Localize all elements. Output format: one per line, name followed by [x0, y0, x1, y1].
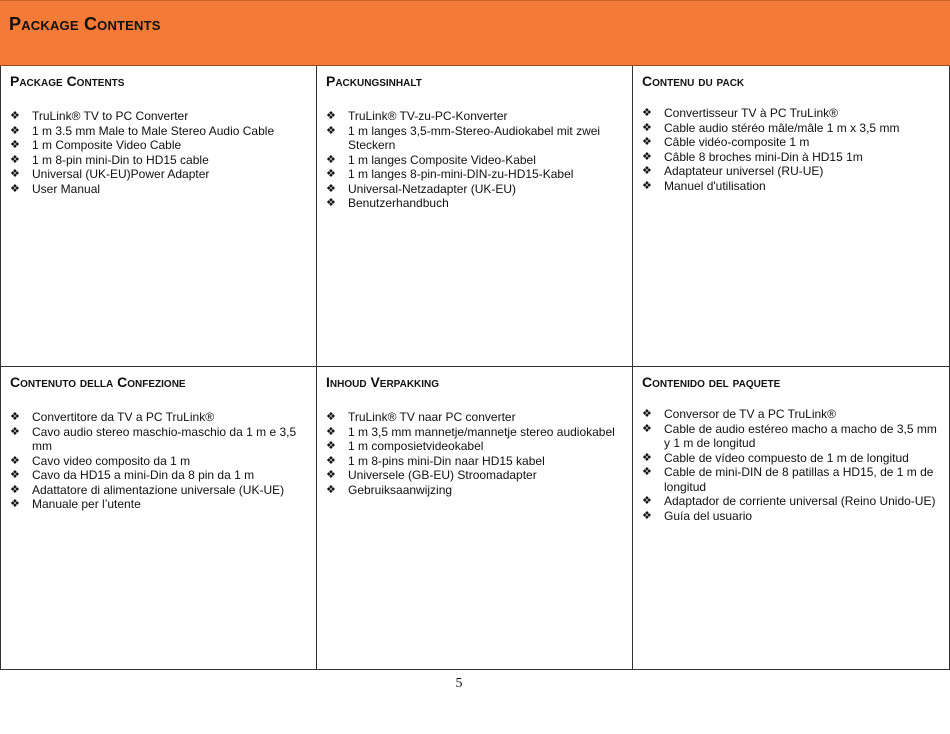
diamond-bullet-icon: ❖: [10, 124, 20, 137]
section-title: Inhoud Verpakking: [326, 374, 440, 390]
list-item: [326, 167, 624, 182]
list-item-text: Adattatore di alimentazione universale (UK-UE): [32, 482, 285, 497]
section-english: [1, 66, 317, 367]
list-item: [10, 153, 308, 168]
list-item: [10, 182, 308, 197]
list-item: [10, 483, 308, 498]
section-italian: [1, 367, 317, 669]
diamond-bullet-icon: ❖: [326, 483, 336, 496]
list-item: [10, 497, 308, 512]
diamond-bullet-icon: ❖: [326, 454, 336, 467]
list-item-text: 1 m langes 3,5-mm-Stereo-Audiokabel mit zwei Steckern: [348, 123, 601, 152]
list-item-text: Câble 8 broches mini-Din à HD15 1m: [664, 149, 863, 164]
list-item-text: TruLink® TV to PC Converter: [32, 109, 189, 123]
list-item-text: Universal-Netzadapter (UK-EU): [348, 181, 517, 196]
list-item-text: 1 m 3,5 mm mannetje/mannetje stereo audiokabel: [348, 424, 615, 439]
diamond-bullet-icon: ❖: [326, 124, 336, 137]
list-item-text: Convertitore da TV a PC TruLink®: [32, 410, 215, 424]
diamond-bullet-icon: ❖: [10, 411, 20, 423]
list-item: [642, 451, 941, 466]
diamond-bullet-icon: ❖: [10, 139, 20, 151]
list-item-text: Adaptador de corriente universal (Reino Unido-UE): [664, 494, 936, 508]
diamond-bullet-icon: ❖: [10, 469, 20, 481]
diamond-bullet-icon: ❖: [642, 408, 652, 420]
section-dutch: [317, 367, 633, 669]
list-item-text: Manuale per l’utente: [32, 497, 141, 511]
diamond-bullet-icon: ❖: [10, 425, 20, 438]
section-spanish: [633, 367, 949, 669]
list-item: [642, 494, 941, 509]
list-item-text: Benutzerhandbuch: [348, 196, 449, 210]
list-item-text: Cable de audio estéreo macho a macho de 3,5 mm y 1 m de longitud: [664, 421, 937, 450]
diamond-bullet-icon: ❖: [642, 121, 652, 134]
list-item-text: Cable de vídeo compuesto de 1 m de longitud: [664, 450, 909, 465]
diamond-bullet-icon: ❖: [326, 153, 336, 166]
diamond-bullet-icon: ❖: [326, 168, 336, 180]
diamond-bullet-icon: ❖: [326, 110, 336, 122]
list-item: [642, 121, 941, 136]
diamond-bullet-icon: ❖: [326, 182, 336, 195]
diamond-bullet-icon: ❖: [642, 451, 652, 464]
list-item-text: 1 m langes 8-pin-mini-DIN-zu-HD15-Kabel: [348, 167, 574, 181]
list-item-text: 1 m composietvideokabel: [348, 439, 484, 453]
diamond-bullet-icon: ❖: [10, 182, 20, 195]
diamond-bullet-icon: ❖: [642, 136, 652, 148]
item-list: [326, 109, 624, 211]
list-item-text: User Manual: [32, 181, 101, 196]
diamond-bullet-icon: ❖: [642, 466, 652, 478]
diamond-bullet-icon: ❖: [326, 440, 336, 452]
list-item-text: Convertisseur TV à PC TruLink®: [664, 106, 839, 120]
list-item: [326, 109, 624, 124]
list-item: [10, 167, 308, 182]
diamond-bullet-icon: ❖: [642, 165, 652, 177]
diamond-bullet-icon: ❖: [642, 107, 652, 119]
diamond-bullet-icon: ❖: [642, 495, 652, 507]
list-item: [10, 109, 308, 124]
diamond-bullet-icon: ❖: [10, 110, 20, 122]
header-banner: [0, 0, 950, 66]
list-item: [10, 410, 308, 425]
diamond-bullet-icon: ❖: [10, 168, 20, 180]
section-title: Contenuto della Confezione: [10, 374, 186, 390]
list-item-text: TruLink® TV-zu-PC-Konverter: [348, 109, 508, 123]
list-item: [10, 454, 308, 469]
page-number: 5: [455, 676, 463, 691]
list-item-text: Conversor de TV a PC TruLink®: [664, 407, 837, 421]
diamond-bullet-icon: ❖: [10, 498, 20, 510]
list-item: [642, 465, 941, 494]
item-list: [10, 410, 308, 512]
list-item: [642, 164, 941, 179]
list-item: [326, 182, 624, 197]
list-item-text: 1 m 8-pins mini-Din naar HD15 kabel: [348, 453, 545, 468]
list-item: [326, 196, 624, 211]
list-item-text: Guía del usuario: [664, 508, 753, 523]
list-item-text: Cavo audio stereo maschio-maschio da 1 m e 3,5 mm: [32, 424, 297, 453]
list-item: [10, 124, 308, 139]
list-item: [642, 407, 941, 422]
list-item: [326, 425, 624, 440]
diamond-bullet-icon: ❖: [326, 469, 336, 481]
section-title: Packungsinhalt: [326, 73, 422, 89]
list-item-text: 1 m Composite Video Cable: [32, 138, 182, 152]
list-item-text: Manuel d'utilisation: [664, 178, 766, 193]
list-item-text: Câble vidéo-composite 1 m: [664, 135, 810, 149]
section-german: [317, 66, 633, 367]
section-french: [633, 66, 949, 367]
diamond-bullet-icon: ❖: [10, 454, 20, 467]
list-item-text: 1 m 8-pin mini-Din to HD15 cable: [32, 152, 209, 167]
item-list: [326, 410, 624, 497]
list-item: [326, 124, 624, 153]
list-item-text: Cavo da HD15 a mini-Din da 8 pin da 1 m: [32, 468, 255, 482]
list-item: [642, 422, 941, 451]
diamond-bullet-icon: ❖: [10, 153, 20, 166]
item-list: [10, 109, 308, 196]
list-item: [642, 106, 941, 121]
list-item: [642, 135, 941, 150]
diamond-bullet-icon: ❖: [10, 483, 20, 496]
diamond-bullet-icon: ❖: [326, 425, 336, 438]
list-item-text: Universal (UK-EU)Power Adapter: [32, 167, 210, 181]
section-title: Contenu du pack: [642, 73, 745, 89]
list-item-text: TruLink® TV naar PC converter: [348, 410, 516, 424]
list-item: [326, 439, 624, 454]
diamond-bullet-icon: ❖: [642, 509, 652, 522]
list-item-text: Cable de mini-DIN de 8 patillas a HD15, de 1 m de longitud: [664, 465, 934, 494]
contents-table: [0, 66, 950, 670]
list-item: [326, 468, 624, 483]
list-item: [326, 153, 624, 168]
item-list: [642, 407, 941, 523]
diamond-bullet-icon: ❖: [642, 150, 652, 163]
section-title: Contenido del paquete: [642, 374, 781, 390]
list-item: [326, 483, 624, 498]
list-item: [642, 179, 941, 194]
diamond-bullet-icon: ❖: [642, 422, 652, 435]
list-item: [10, 138, 308, 153]
list-item: [10, 425, 308, 454]
diamond-bullet-icon: ❖: [642, 179, 652, 192]
diamond-bullet-icon: ❖: [326, 411, 336, 423]
diamond-bullet-icon: ❖: [326, 197, 336, 209]
section-title: Package Contents: [10, 73, 125, 89]
list-item: [10, 468, 308, 483]
list-item: [326, 454, 624, 469]
item-list: [642, 106, 941, 193]
list-item-text: 1 m langes Composite Video-Kabel: [348, 152, 536, 167]
page-title: Package Contents: [9, 14, 161, 34]
list-item-text: 1 m 3.5 mm Male to Male Stereo Audio Cable: [32, 123, 275, 138]
list-item-text: Gebruiksaanwijzing: [348, 482, 453, 497]
list-item: [642, 509, 941, 524]
list-item-text: Cavo video composito da 1 m: [32, 453, 191, 468]
list-item-text: Adaptateur universel (RU-UE): [664, 164, 824, 178]
list-item: [326, 410, 624, 425]
list-item-text: Cable audio stéréo mâle/mâle 1 m x 3,5 mm: [664, 120, 900, 135]
list-item-text: Universele (GB-EU) Stroomadapter: [348, 468, 537, 482]
list-item: [642, 150, 941, 165]
